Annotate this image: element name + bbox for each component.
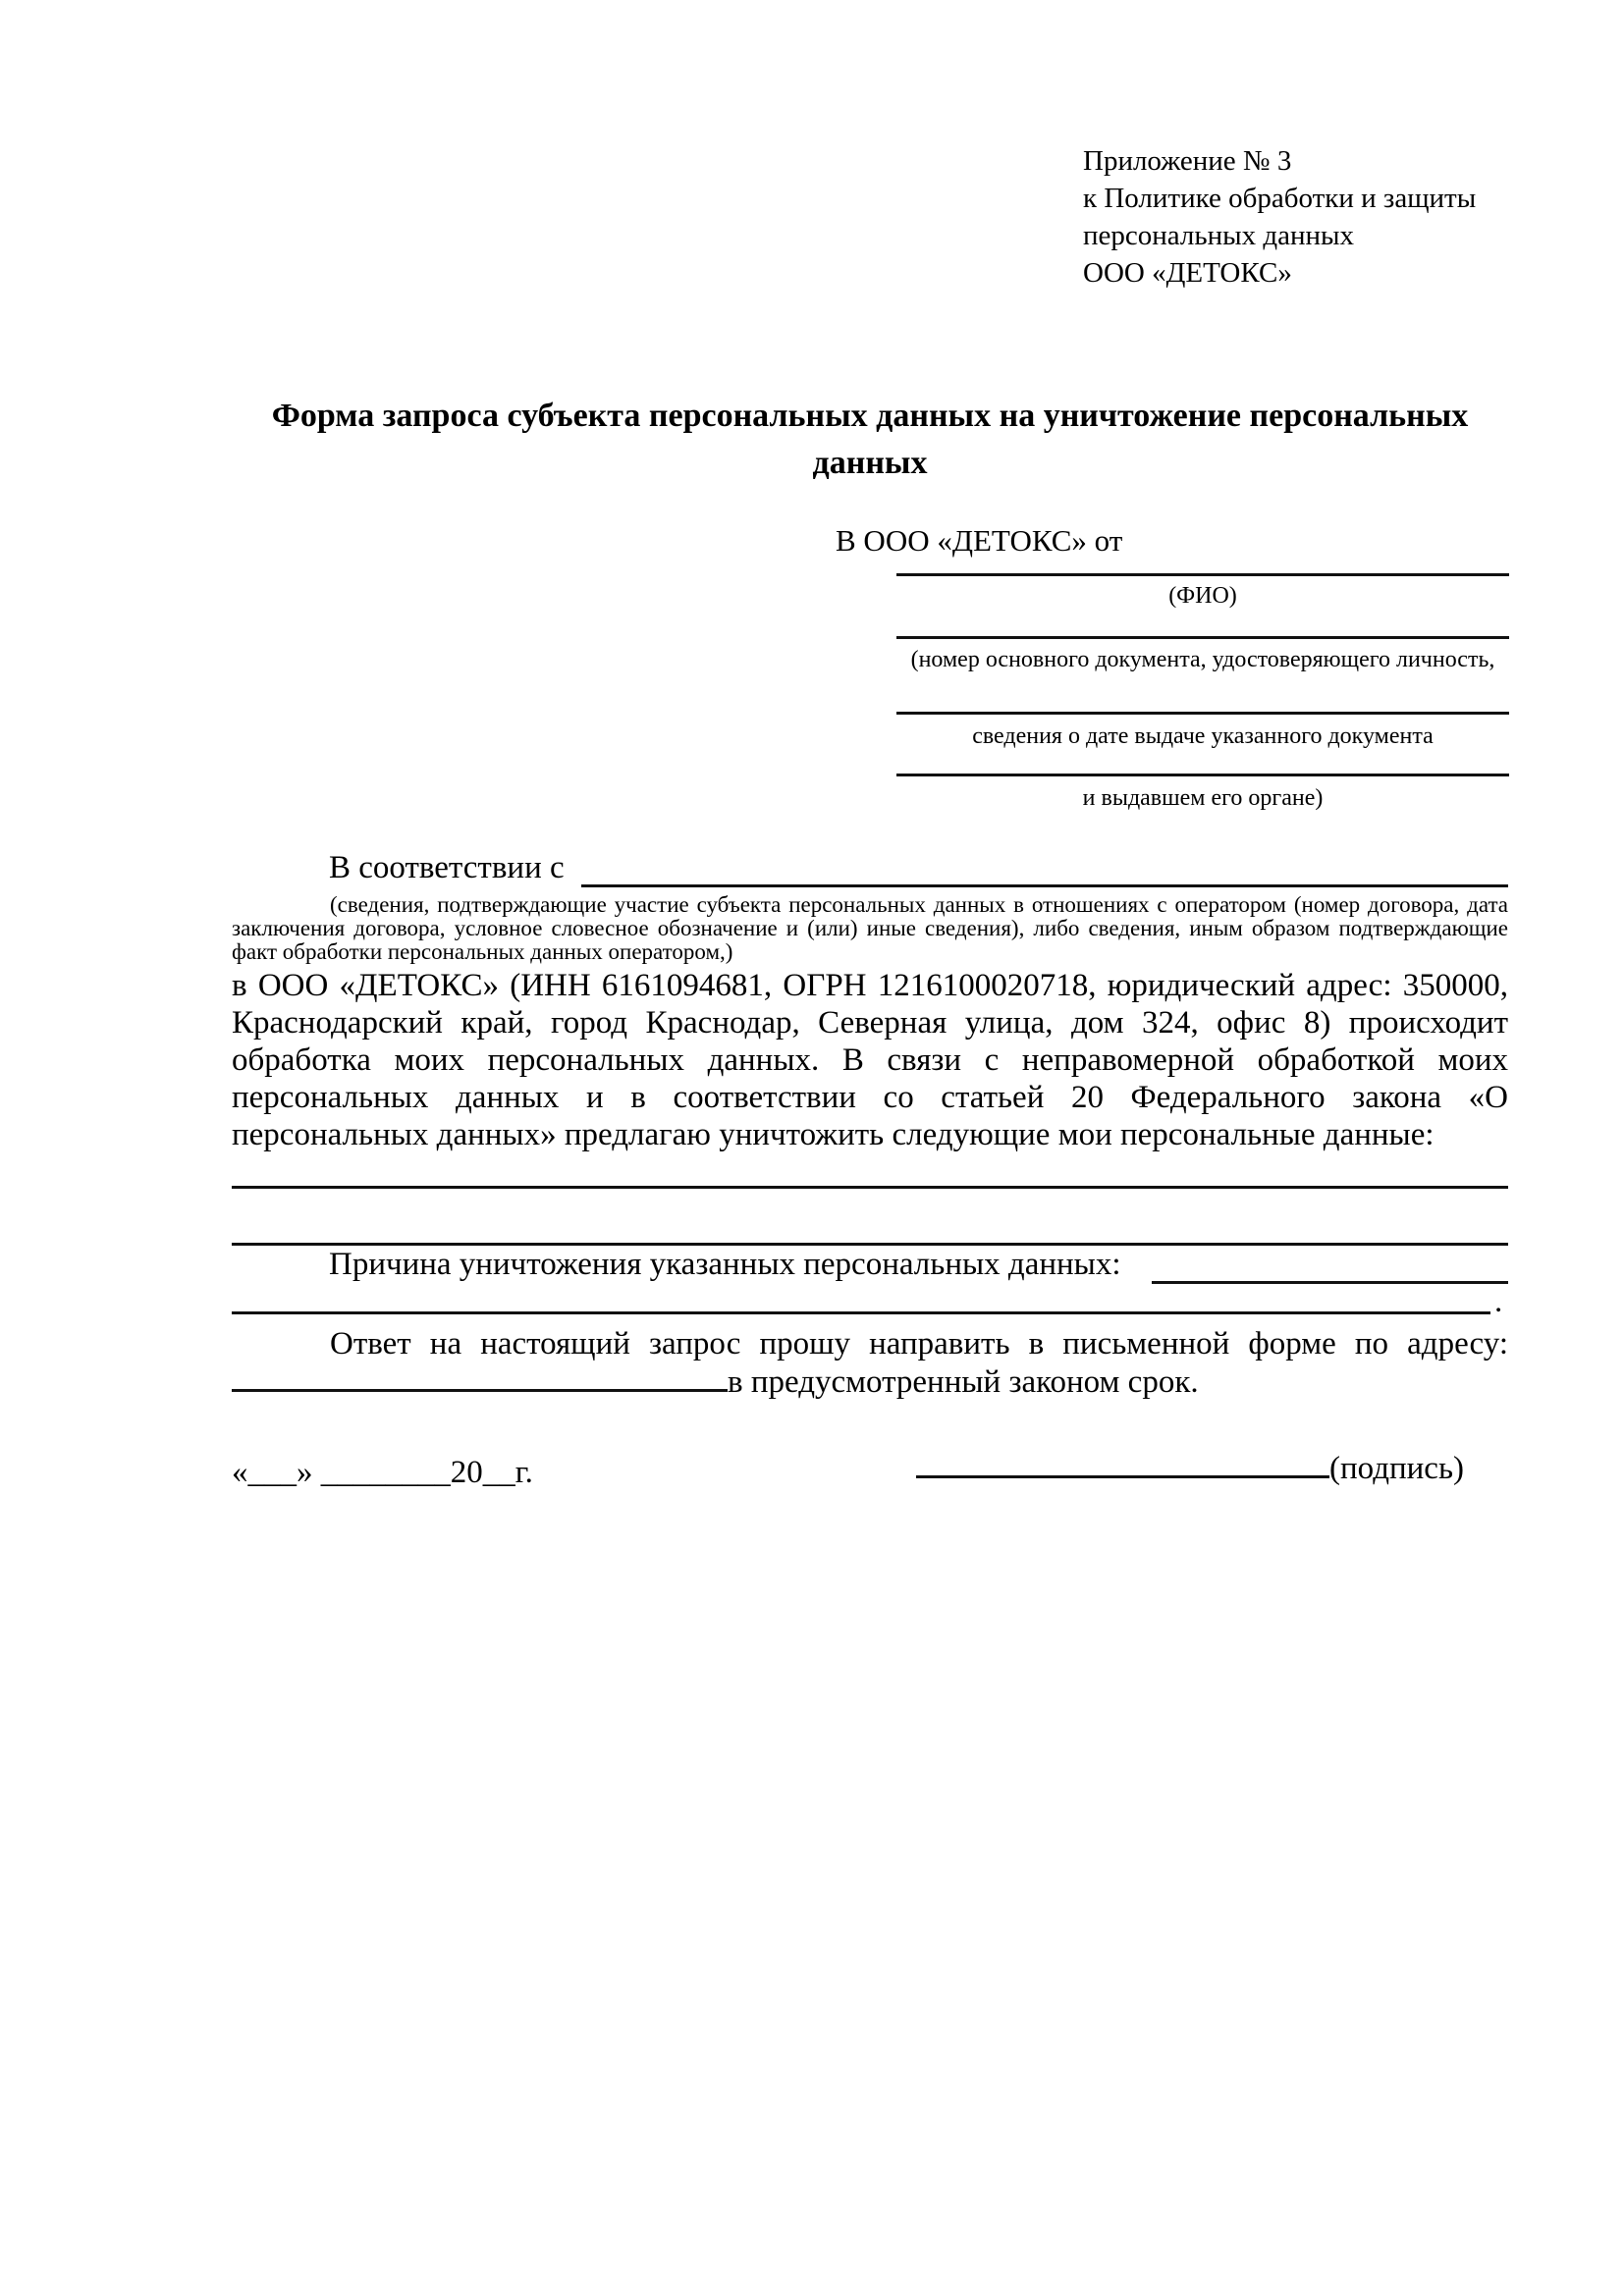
reason-input-line-2[interactable]	[232, 1311, 1490, 1314]
data-to-destroy-line-1[interactable]	[232, 1186, 1508, 1189]
reply-request-line1: Ответ на настоящий запрос прошу направить в письменной форме по адресу:	[330, 1326, 1508, 1362]
body-paragraph: в ООО «ДЕТОКС» (ИНН 6161094681, ОГРН 1216100020718, юридический адрес: 350000, Краснодарский край, город Краснодар, Северная улица, дом 324, офис 8) происходит обработка моих персональных данных. В связи с неправомерной обработкой моих персональных данных и в соответствии со статьей 20 Федерального закона «О персональных данных» предлагаю уничтожить следующие мои персональные данные:	[232, 968, 1508, 1152]
issue-date-input-line[interactable]	[896, 712, 1509, 715]
signature-row	[916, 1451, 1464, 1487]
accordance-input-line[interactable]	[581, 884, 1508, 887]
annex-header-line: Приложение № 3	[1083, 145, 1292, 177]
reply-address-input-line[interactable]	[232, 1389, 728, 1392]
reply-request-suffix: в предусмотренный законом срок.	[728, 1364, 1199, 1400]
addressee-line: В ООО «ДЕТОКС» от	[836, 523, 1123, 558]
page-title: Форма запроса субъекта персональных данных на уничтожение персональных данных	[271, 398, 1469, 481]
id-document-caption: (номер основного документа, удостоверяющего личность,	[910, 647, 1495, 672]
annex-header-line: персональных данных	[1083, 220, 1355, 251]
data-to-destroy-line-2[interactable]	[232, 1243, 1508, 1246]
annex-header	[1083, 142, 1525, 292]
issuing-authority-caption: и выдавшем его органе)	[1082, 785, 1324, 811]
issue-date-caption: сведения о дате выдаче указанного документа	[972, 723, 1434, 749]
fio-caption: (ФИО)	[1168, 583, 1237, 609]
reason-terminator: .	[1494, 1284, 1503, 1319]
signature-caption: (подпись)	[1329, 1451, 1464, 1486]
reason-input-line-1[interactable]	[1152, 1281, 1508, 1284]
reply-request-line2	[232, 1364, 1199, 1401]
reason-label: Причина уничтожения указанных персональных данных:	[329, 1247, 1121, 1282]
signature-input-line[interactable]	[916, 1475, 1329, 1478]
issuing-authority-input-line[interactable]	[896, 774, 1509, 776]
fio-input-line[interactable]	[896, 573, 1509, 576]
id-document-input-line[interactable]	[896, 636, 1509, 639]
annex-header-line: к Политике обработки и защиты	[1083, 183, 1477, 214]
accordance-lead: В соответствии с	[329, 850, 565, 885]
date-field[interactable]: «___» ________20__г.	[232, 1455, 533, 1490]
annex-header-line: ООО «ДЕТОКС»	[1083, 257, 1292, 289]
accordance-note: (сведения, подтверждающие участие субъекта персональных данных в отношениях с оператором (номер договора, дата заключения договора, условное словесное обозначение и (или) иные сведения), либо сведения, иным образом подтверждающие факт обработки персональных данных оператором,)	[232, 892, 1508, 964]
